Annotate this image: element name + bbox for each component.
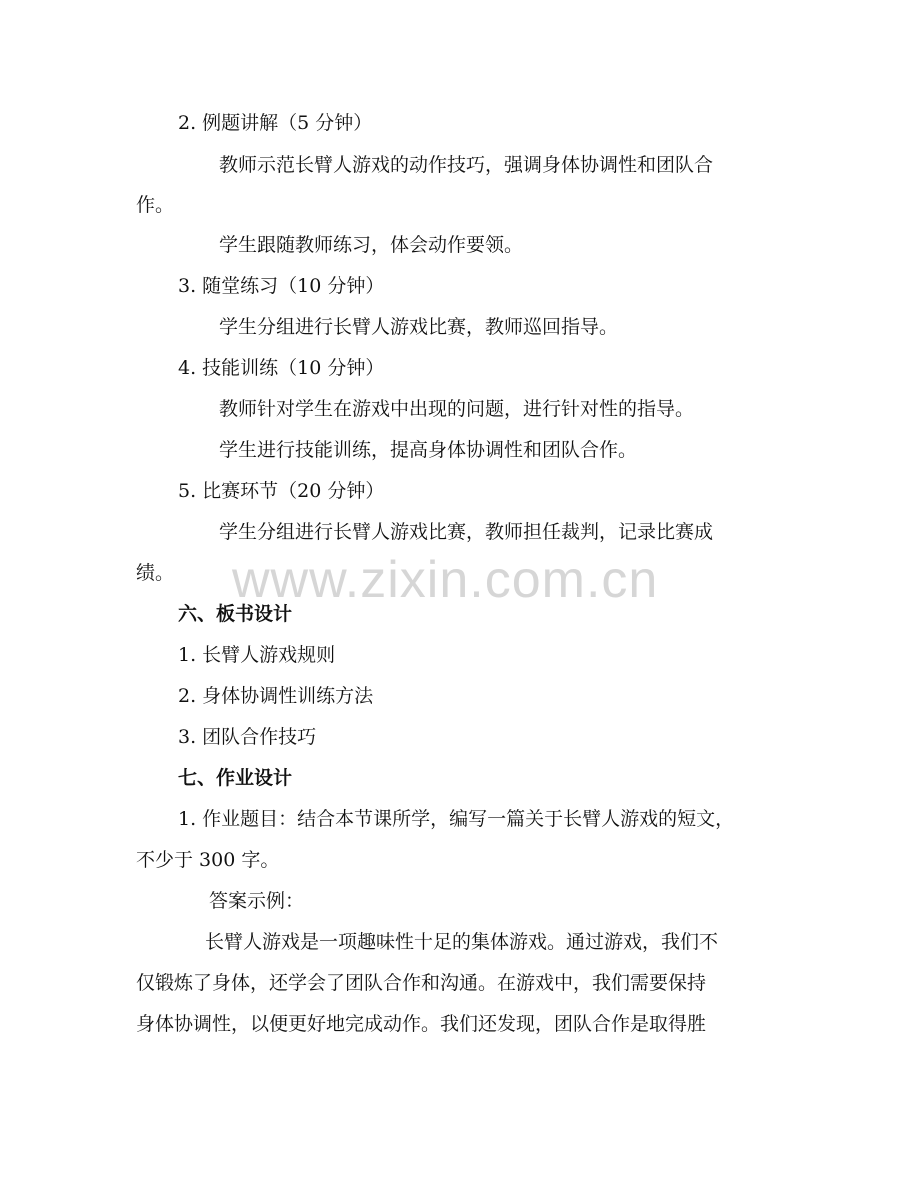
list-item: 3. 团队合作技巧 (178, 726, 317, 748)
list-item: 2. 身体协调性训练方法 (178, 685, 374, 707)
step-3-heading: 3. 随堂练习（10 分钟） (178, 275, 385, 297)
section-heading-homework-design: 七、作业设计 (178, 767, 293, 789)
paragraph-line: 绩。 (136, 562, 175, 584)
paragraph-line: 身体协调性，以便更好地完成动作。我们还发现，团队合作是取得胜 (136, 1013, 707, 1035)
paragraph-line: 不少于 300 字。 (136, 849, 280, 871)
paragraph-line: 仅锻炼了身体，还学会了团队合作和沟通。在游戏中，我们需要保持 (136, 972, 707, 994)
paragraph-line: 长臂人游戏是一项趣味性十足的集体游戏。通过游戏，我们不 (205, 931, 719, 953)
paragraph-line: 学生跟随教师练习，体会动作要领。 (219, 234, 524, 256)
step-2-heading: 2. 例题讲解（5 分钟） (178, 112, 373, 134)
paragraph-line: 教师针对学生在游戏中出现的问题，进行针对性的指导。 (219, 398, 695, 420)
paragraph-line: 教师示范长臂人游戏的动作技巧，强调身体协调性和团队合 (219, 154, 714, 176)
list-item: 1. 长臂人游戏规则 (178, 644, 336, 666)
paragraph-line: 学生分组进行长臂人游戏比赛，教师担任裁判，记录比赛成 (219, 521, 714, 543)
paragraph-line: 学生分组进行长臂人游戏比赛，教师巡回指导。 (219, 316, 619, 338)
answer-example-label: 答案示例： (209, 890, 305, 912)
section-heading-board-design: 六、板书设计 (178, 603, 293, 625)
paragraph-line: 作。 (136, 194, 175, 216)
step-5-heading: 5. 比赛环节（20 分钟） (178, 480, 385, 502)
paragraph-line: 1. 作业题目：结合本节课所学，编写一篇关于长臂人游戏的短文， (178, 808, 735, 830)
step-4-heading: 4. 技能训练（10 分钟） (178, 357, 385, 379)
watermark: www.zixin.com.cn (232, 551, 659, 609)
paragraph-line: 学生进行技能训练，提高身体协调性和团队合作。 (219, 439, 638, 461)
